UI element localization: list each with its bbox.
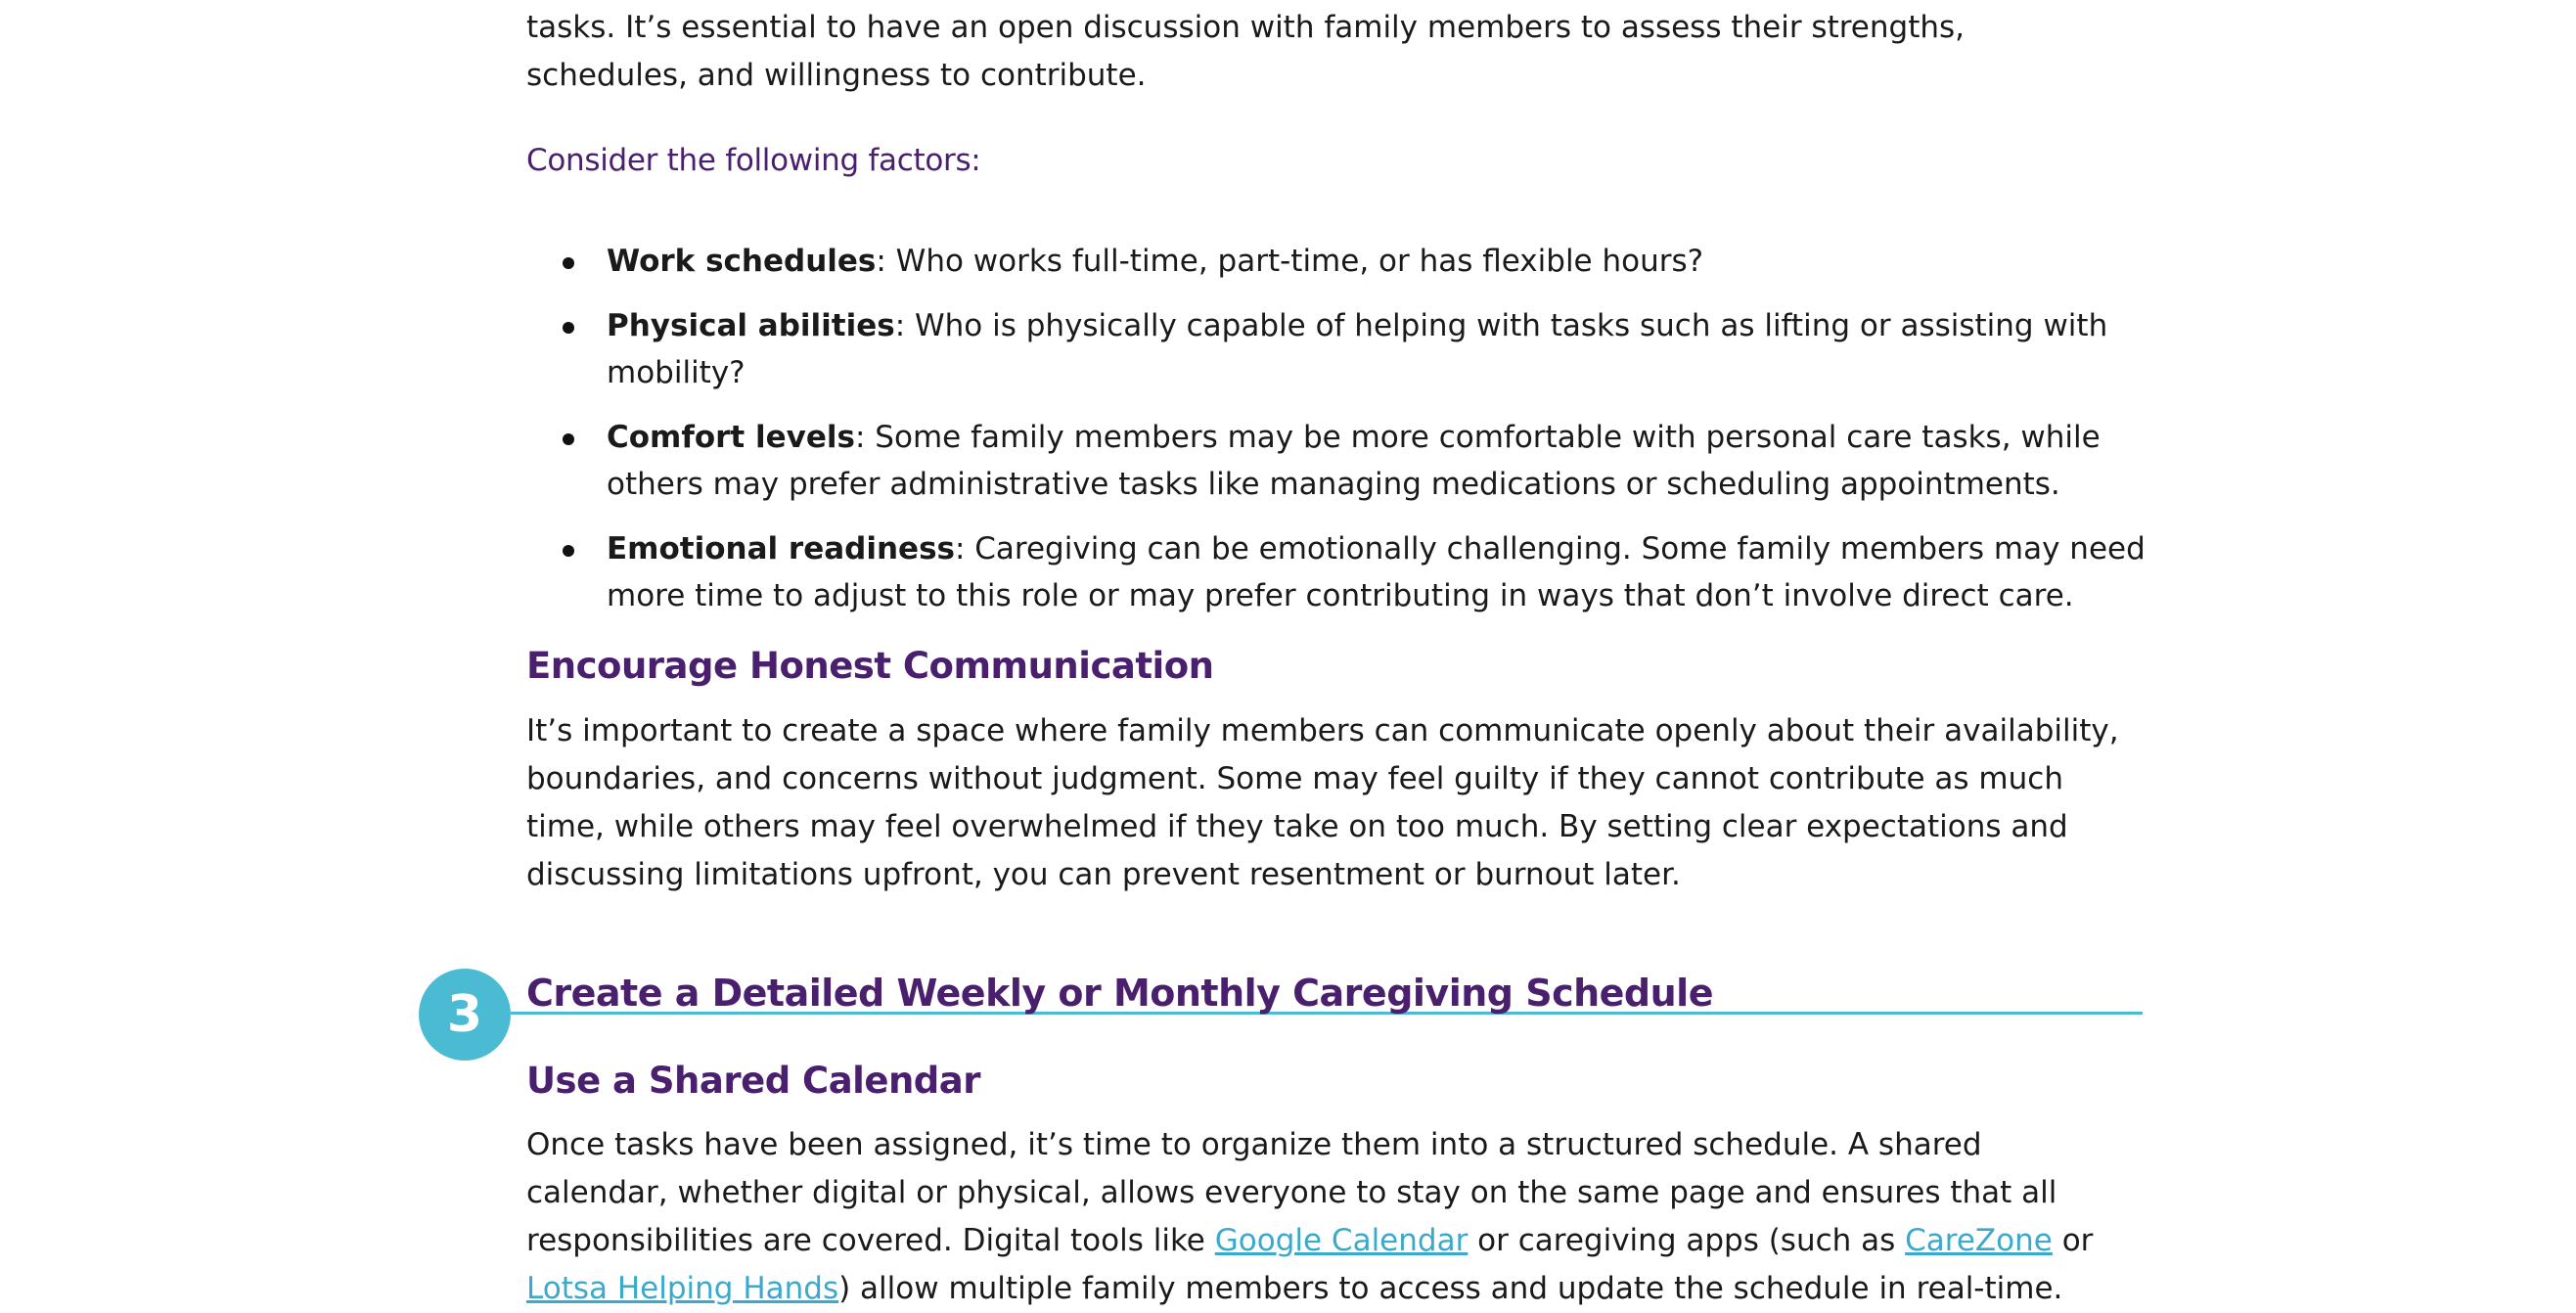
- bullet-icon: [563, 433, 574, 445]
- paragraph-text: or: [2052, 1223, 2094, 1258]
- list-item: [526, 414, 2150, 508]
- intro-paragraph-tail: tasks. It’s essential to have an open discussion with family members to assess their strengths, schedules, and willingness to contribute.: [526, 10, 1966, 93]
- factor-term: Work schedules: [607, 244, 877, 279]
- bullet-icon: [563, 257, 574, 269]
- factor-term: Emotional readiness: [607, 531, 955, 566]
- google-calendar-link[interactable]: Google Calendar: [1214, 1223, 1469, 1258]
- bullet-icon: [563, 545, 574, 557]
- step-number-badge: 3: [419, 969, 511, 1061]
- carezone-link[interactable]: CareZone: [1905, 1223, 2053, 1258]
- paragraph-text: Once tasks have been assigned, it’s time to organize them into a structured schedule. A shared calendar, whether digital or physical, allows everyone to stay on the same page and ensures that all responsibilities are covered. Digital tools like: [526, 1127, 2057, 1258]
- step-header: [419, 969, 2143, 1066]
- list-item: [526, 238, 2150, 285]
- factor-term: Comfort levels: [607, 420, 855, 455]
- factor-text: : Caregiving can be emotionally challenging. Some family members may need more time to adjust to this role or may prefer contributing in ways that don’t involve direct care.: [607, 531, 2146, 613]
- paragraph-text: ) allow multiple family members to access and update the schedule in real-time.: [838, 1271, 2063, 1306]
- paragraph-text: or caregiving apps (such as: [1468, 1223, 1906, 1258]
- section-heading-shared-calendar: Use a Shared Calendar: [526, 1060, 980, 1102]
- lotsa-helping-hands-link[interactable]: Lotsa Helping Hands: [526, 1271, 839, 1306]
- factor-text: : Who is physically capable of helping with tasks such as lifting or assisting with mobility?: [607, 308, 2108, 390]
- factor-text: : Some family members may be more comfortable with personal care tasks, while others may prefer administrative tasks like managing medications or scheduling appointments.: [607, 420, 2101, 502]
- factor-list: [526, 238, 2150, 637]
- step-title: Create a Detailed Weekly or Monthly Caregiving Schedule: [526, 972, 1713, 1015]
- section-heading-honest-communication: Encourage Honest Communication: [526, 645, 1214, 687]
- bullet-icon: [563, 322, 574, 334]
- factors-label: Consider the following factors:: [526, 143, 981, 178]
- honest-communication-paragraph: It’s important to create a space where family members can communicate openly about their availability, boundaries, and concerns without judgment. Some may feel guilty if they cannot contribute as much time, while others may feel overwhelmed if they take on too much. By setting clear expectations and discussing limitations upfront, you can prevent resentment or burnout later.: [526, 713, 2119, 892]
- shared-calendar-paragraph: [526, 1121, 2131, 1313]
- factor-term: Physical abilities: [607, 308, 895, 343]
- list-item: [526, 302, 2150, 396]
- factor-text: : Who works full-time, part-time, or has flexible hours?: [876, 244, 1704, 279]
- list-item: [526, 525, 2150, 619]
